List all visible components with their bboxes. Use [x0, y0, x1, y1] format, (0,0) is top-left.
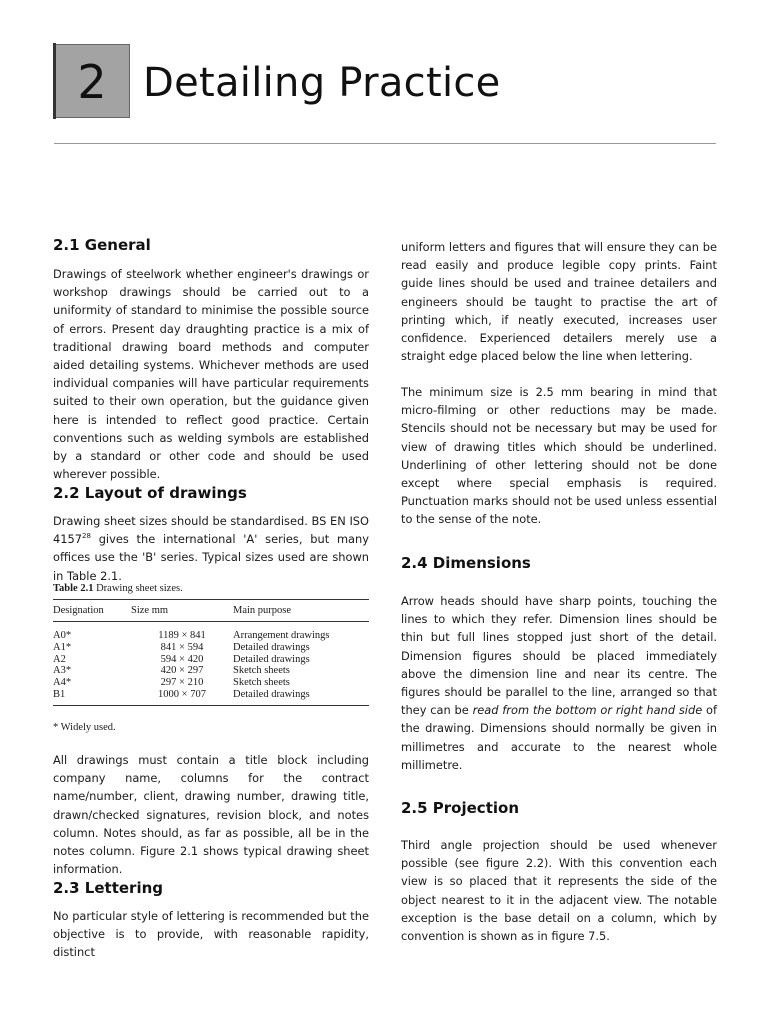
table-row: A3* 420 × 297 Sketch sheets — [53, 665, 290, 677]
table-row: A2 594 × 420 Detailed drawings — [53, 653, 310, 665]
table-row: A4* 297 × 210 Sketch sheets — [53, 677, 290, 689]
table-header-row — [53, 600, 369, 622]
drawing-sheet-sizes-table — [53, 599, 369, 706]
section-body-dimensions: Arrow heads should have sharp points, touching the lines to which they refer. Dimension lines should be thin but full lines stopped just short of the detail. Dimension figures should be placed immediately above the dimension line and near its centre. The figures should be parallel to the line, arranged so that they can be read from the bottom or right hand side of the drawing. Dimensions should normally be given in millimetres and accurate to the nearest whole millimetre. — [401, 594, 718, 772]
table-header: Main purpose — [233, 600, 369, 622]
section-body-lettering-minimum-size: The minimum size is 2.5 mm bearing in mind that micro-filming or other reductions may be made. Stencils should not be necessary but may be used for view of drawing titles which should be underlined. Underlining of other lettering should not be done except where special emphasis is required. Punctuation marks should not be used unless essential to the sense of the note. — [401, 385, 717, 527]
table-row: B1 1000 × 707 Detailed drawings — [53, 689, 369, 705]
section-body-layout-continued: All drawings must contain a title block including company name, columns for the contract name/number, client, drawing number, drawing title, drawn/checked signatures, revision block, and notes column. Notes should, as far as possible, all be in the notes column. Figure 2.1 shows typical drawing sheet information. — [53, 753, 369, 877]
section-body-projection: Third angle projection should be used whenever possible (see figure 2.2). With this convention each view is so placed that it represents the side of the object nearest to it in the adjacent view. The notable exception is the base detail on a column, which by convention is shown as in figure 7.5. — [401, 838, 717, 944]
chapter-title: Detailing Practice — [143, 60, 501, 106]
section-body-lettering: No particular style of lettering is recommended but the objective is to provide, with reasonable rapidity, distinct — [53, 909, 369, 960]
table-caption: Table 2.1 Drawing sheet sizes. — [53, 583, 183, 594]
chapter-number: 2 — [77, 55, 107, 109]
header-rule — [54, 143, 716, 144]
section-body-general: Drawings of steelwork whether engineer's drawings or workshop drawings should be carried out to a uniformity of standard to minimise the possible source of errors. Present day draughting practice is a mix of traditional drawing board methods and computer aided detailing systems. Whichever methods are used individual companies will have particular requirements suited to their own operation, but the guidance given here is intended to reflect good practice. Certain conventions such as welding symbols are established by a standard or other code and should be used wherever possible. — [53, 267, 369, 482]
section-heading-general: 2.1 General — [53, 236, 151, 254]
table-header: Designation — [53, 600, 131, 622]
section-heading-dimensions: 2.4 Dimensions — [401, 554, 531, 572]
section-body-lettering-continued: uniform letters and figures that will ensure they can be read easily and produce legible copy prints. Faint guide lines should be used and trainee detailers and engineers should be taught to practise the art of printing which, if neatly executed, increases user confidence. Experienced detailers merely use a straight edge placed below the line when lettering. — [401, 240, 717, 364]
chapter-number-box — [54, 44, 130, 118]
table-row: A0* 1189 × 841 Arrangement drawings — [53, 630, 330, 641]
table-row: A1* 841 × 594 Detailed drawings — [53, 641, 310, 653]
table-header: Size mm — [131, 600, 233, 622]
section-body-layout: Drawing sheet sizes should be standardised. BS EN ISO 4157$^{28}$ gives the international 'A' series, but many offices use the 'B' series. Typical sizes used are shown in Table 2.1. — [53, 514, 369, 583]
section-heading-layout: 2.2 Layout of drawings — [53, 484, 247, 502]
section-heading-projection: 2.5 Projection — [401, 799, 519, 817]
table-footnote: * Widely used. — [53, 722, 116, 733]
section-heading-lettering: 2.3 Lettering — [53, 879, 163, 897]
